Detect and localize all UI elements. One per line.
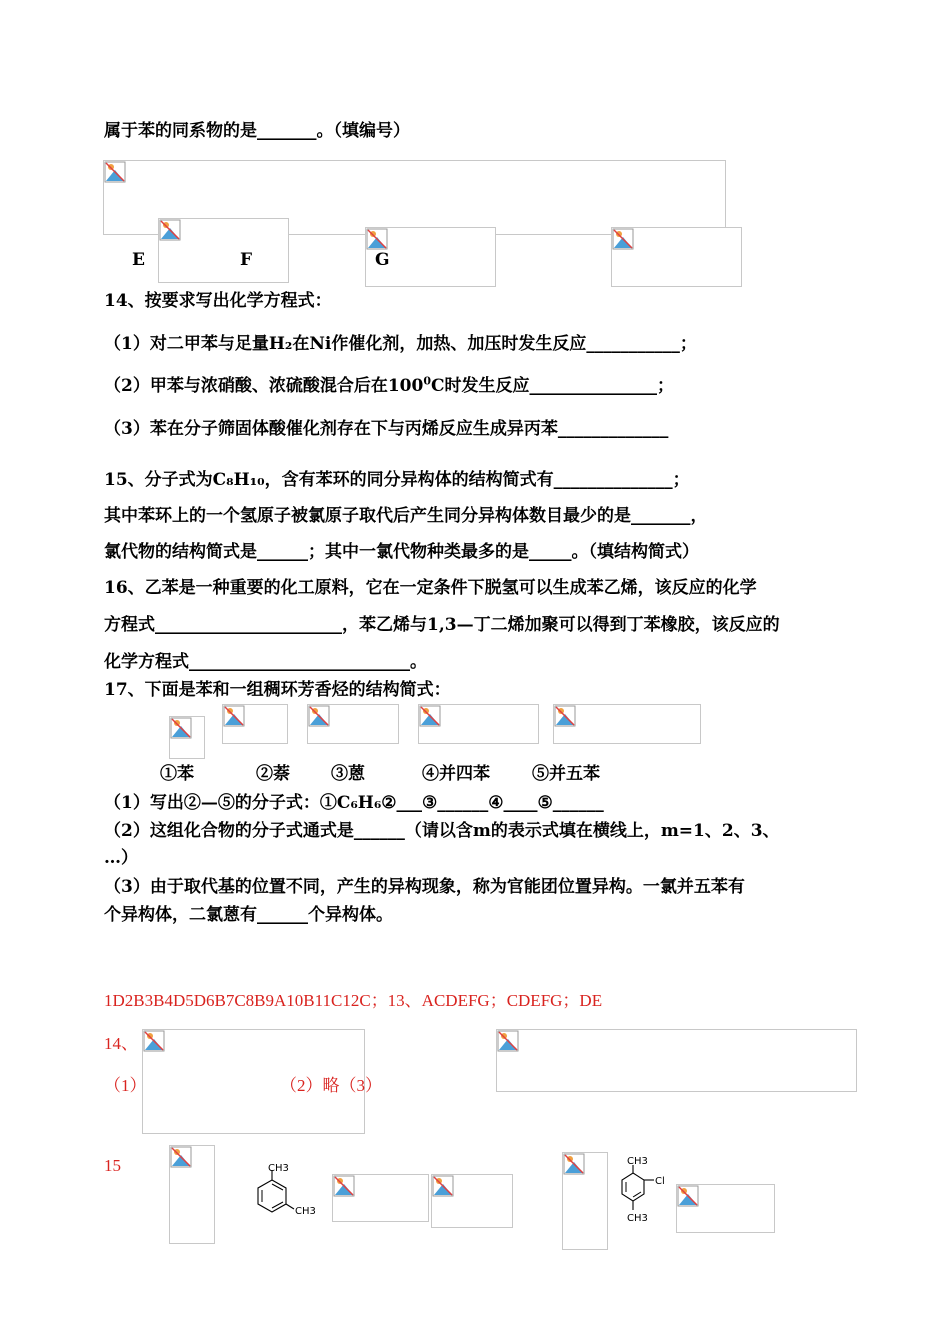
q16-line-3: 化学方程式__________________________。: [104, 652, 427, 672]
q13-image-h: [611, 227, 742, 287]
q17-title: 17、下面是苯和一组稠环芳香烃的结构简式：: [104, 680, 451, 700]
broken-image-icon: [612, 228, 634, 250]
q17-item-1: （1）写出②—⑤的分子式：①C₆H₆②___③______④____⑤______: [104, 793, 604, 813]
structure-pentacene-image: [553, 704, 701, 744]
compound-name-pentacene: ⑤并五苯: [532, 764, 600, 784]
structure-benzene-image: [169, 716, 205, 759]
q16-line-1: 16、乙苯是一种重要的化工原料，它在一定条件下脱氢可以生成苯乙烯，该反应的化学: [104, 578, 757, 598]
broken-image-icon: [366, 228, 388, 250]
q15-line-1: 15、分子式为C₈H₁₀，含有苯环的同分异构体的结构简式有______________；: [104, 470, 690, 490]
q17-item-3a: （3）由于取代基的位置不同，产生的异构现象，称为官能团位置异构。一氯并五苯有: [104, 877, 745, 897]
compound-name-naphthalene: ②萘: [256, 764, 290, 784]
structure-tetracene-image: [418, 704, 539, 744]
m-xylene-ch3-right: CH3: [295, 1206, 316, 1217]
q13-image-e-f: [158, 218, 289, 283]
broken-image-icon: [333, 1175, 355, 1197]
broken-image-icon: [170, 717, 192, 739]
chloro-xylene-ch3-top: CH3: [627, 1156, 648, 1167]
chloro-xylene-ch3-bottom: CH3: [627, 1213, 648, 1224]
answer-15-image-3: [431, 1174, 513, 1228]
broken-image-icon: [432, 1175, 454, 1197]
answer-15-image-1: [169, 1145, 215, 1244]
answer-14-sub-2: （2）略（3）: [280, 1076, 382, 1095]
compound-name-tetracene: ④并四苯: [422, 764, 490, 784]
broken-image-icon: [308, 705, 330, 727]
answer-15-image-2: [332, 1174, 429, 1222]
answer-15-image-5: [676, 1184, 775, 1233]
chloro-p-xylene-structure: [611, 1153, 673, 1229]
q13-label-f: F: [240, 250, 253, 270]
broken-image-icon: [497, 1030, 519, 1052]
broken-image-icon: [159, 219, 181, 241]
q14-item-2-sup: 0: [423, 374, 431, 388]
answer-14-label: 14、: [104, 1034, 138, 1053]
structure-anthracene-image: [307, 704, 399, 744]
q13-line: 属于苯的同系物的是_______。（填编号）: [104, 121, 410, 141]
broken-image-icon: [143, 1030, 165, 1052]
broken-image-icon: [104, 161, 126, 183]
answer-14-sub-1: （1）: [104, 1076, 147, 1095]
broken-image-icon: [563, 1153, 585, 1175]
q14-title: 14、按要求写出化学方程式：: [104, 291, 332, 311]
q14-item-1: （1）对二甲苯与足量H₂在Ni作催化剂，加热、加压时发生反应___________；: [104, 334, 697, 354]
broken-image-icon: [419, 705, 441, 727]
broken-image-icon: [677, 1185, 699, 1207]
compound-name-benzene: ①苯: [160, 764, 194, 784]
q15-line-3: 氯代物的结构简式是______；其中一氯代物种类最多的是_____。（填结构简式）: [104, 542, 699, 562]
q14-item-2-pre: （2）甲苯与浓硝酸、浓硫酸混合后在100: [104, 376, 424, 396]
broken-image-icon: [170, 1146, 192, 1168]
q17-item-3b: 个异构体，二氯蒽有______个异构体。: [104, 905, 393, 925]
m-xylene-ch3-top: CH3: [268, 1163, 289, 1174]
q14-item-2: [104, 375, 674, 397]
answer-15-image-4: [562, 1152, 608, 1250]
compound-name-anthracene: ③蒽: [331, 764, 365, 784]
answer-15-label: 15: [104, 1156, 121, 1175]
answer-14-image-2: [496, 1029, 857, 1092]
q17-item-2b: …）: [104, 848, 138, 868]
q14-item-3: （3）苯在分子筛固体酸催化剂存在下与丙烯反应生成异丙苯_____________: [104, 419, 669, 439]
q14-item-2-post: C时发生反应_______________；: [430, 376, 675, 396]
broken-image-icon: [223, 705, 245, 727]
broken-image-icon: [554, 705, 576, 727]
q13-label-e: E: [132, 250, 145, 270]
q13-label-g: G: [375, 250, 390, 270]
q15-line-2: 其中苯环上的一个氢原子被氯原子取代后产生同分异构体数目最少的是_______，: [104, 506, 708, 526]
answers-line-1: 1D2B3B4D5D6B7C8B9A10B11C12C；13、ACDEFG；CDEFG；DE: [104, 991, 603, 1010]
q17-item-2a: （2）这组化合物的分子式通式是______（请以含m的表示式填在横线上，m=1、2、3、: [104, 821, 780, 841]
chloro-xylene-cl: Cl: [655, 1176, 665, 1187]
m-xylene-structure: [248, 1158, 326, 1228]
structure-naphthalene-image: [222, 704, 288, 744]
q16-line-2: 方程式______________________，苯乙烯与1,3—丁二烯加聚可以得到丁苯橡胶，该反应的: [104, 615, 780, 635]
